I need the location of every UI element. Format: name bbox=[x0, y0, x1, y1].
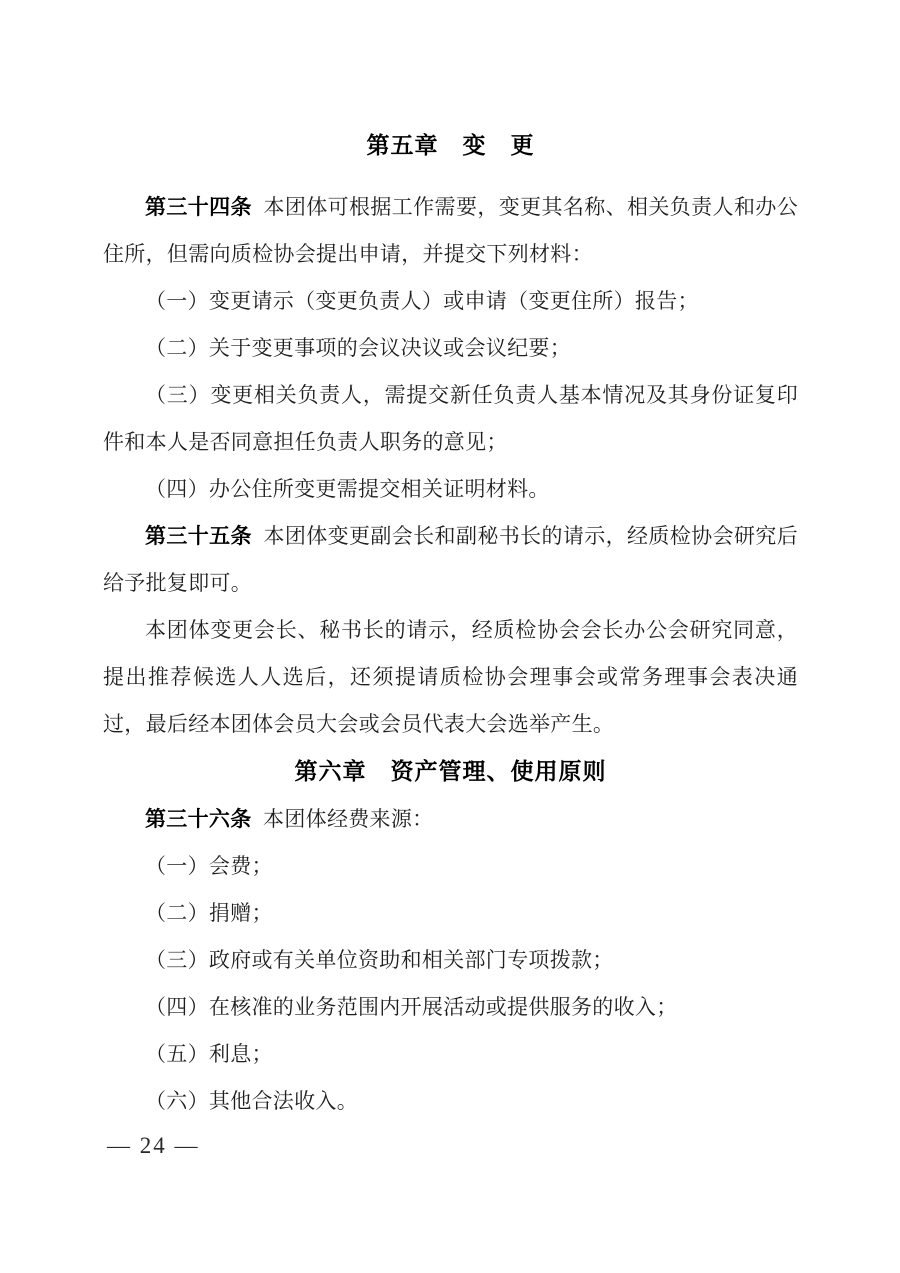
article-36-number: 第三十六条 bbox=[145, 807, 252, 831]
funding-source-item-6-text: （六）其他合法收入。 bbox=[145, 1089, 358, 1113]
funding-source-item-6 bbox=[103, 1078, 798, 1125]
article-34-text: 本团体可根据工作需要，变更其名称、相关负责人和办公住所，但需向质检协会提出申请，并提交下列材料： bbox=[103, 195, 799, 266]
funding-source-item-1-text: （一）会费； bbox=[145, 854, 273, 878]
article-35-number: 第三十五条 bbox=[145, 524, 252, 548]
document-page bbox=[103, 0, 798, 1125]
chapter-6-heading: 第六章 资产管理、使用原则 bbox=[294, 758, 607, 784]
funding-source-item-4 bbox=[103, 984, 798, 1031]
article-36-paragraph bbox=[103, 796, 798, 843]
article-36-text: 本团体经费来源： bbox=[263, 807, 434, 831]
article-34-paragraph bbox=[103, 184, 798, 278]
change-material-item-4-text: （四）办公住所变更需提交相关证明材料。 bbox=[145, 477, 550, 501]
funding-source-item-4-text: （四）在核准的业务范围内开展活动或提供服务的收入； bbox=[145, 995, 678, 1019]
article-34-number: 第三十四条 bbox=[145, 195, 252, 219]
change-material-item-3-text: （三）变更相关负责人，需提交新任负责人基本情况及其身份证复印件和本人是否同意担任负责人职务的意见； bbox=[103, 383, 798, 454]
change-material-item-4 bbox=[103, 466, 798, 513]
article-35-paragraph bbox=[103, 513, 798, 607]
change-material-item-2 bbox=[103, 325, 798, 372]
funding-source-item-2 bbox=[103, 890, 798, 937]
funding-source-item-2-text: （二）捐赠； bbox=[145, 901, 273, 925]
funding-source-item-5 bbox=[103, 1031, 798, 1078]
funding-source-item-1 bbox=[103, 843, 798, 890]
chapter-5-heading: 第五章 变 更 bbox=[366, 132, 535, 158]
change-material-item-2-text: （二）关于变更事项的会议决议或会议纪要； bbox=[145, 336, 571, 360]
change-material-item-1 bbox=[103, 278, 798, 325]
article-35-paragraph-2-text: 本团体变更会长、秘书长的请示，经质检协会会长办公会研究同意，提出推荐候选人人选后，还须提请质检协会理事会或常务理事会表决通过，最后经本团体会员大会或会员代表大会选举产生。 bbox=[103, 618, 798, 736]
article-35-text: 本团体变更副会长和副秘书长的请示，经质检协会研究后给予批复即可。 bbox=[103, 524, 799, 595]
funding-source-item-5-text: （五）利息； bbox=[145, 1042, 273, 1066]
change-material-item-3 bbox=[103, 372, 798, 466]
change-material-item-1-text: （一）变更请示（变更负责人）或申请（变更住所）报告； bbox=[145, 289, 699, 313]
funding-source-item-3-text: （三）政府或有关单位资助和相关部门专项拨款； bbox=[145, 948, 614, 972]
funding-source-item-3 bbox=[103, 937, 798, 984]
article-35-paragraph-2 bbox=[103, 607, 798, 748]
page-number: — 24 — bbox=[107, 1133, 200, 1158]
